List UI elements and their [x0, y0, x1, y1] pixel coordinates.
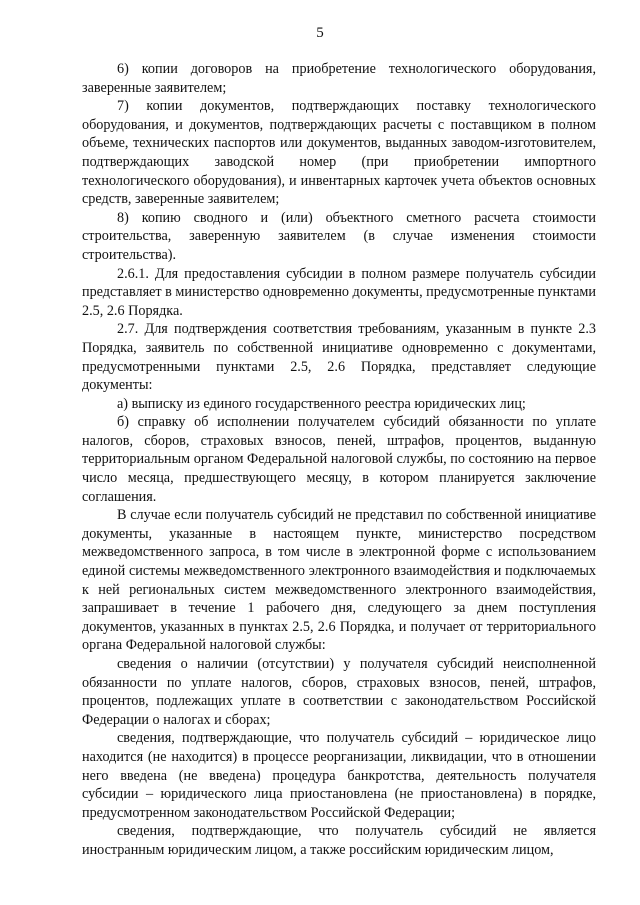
paragraph-interagency-request: В случае если получатель субсидий не представил по собственной инициативе документы, указанные в настоящем пункте, министерство посредством межведомственного запроса, в том числе в электронной форме с использованием единой системы межведомственного электронного взаимодействия и подключаемых к ней региональных систем межведомственного электронного взаимодействия, запрашивает в течение 1 рабочего дня, следующего за днем поступления документов, указанных в пунктах 2.5, 2.6 Порядка, и получает от территориального органа Федеральной налоговой службы:: [82, 507, 596, 654]
paragraph-item-6: 6) копии договоров на приобретение технологического оборудования, заверенные заявителем;: [82, 61, 596, 96]
paragraph-item-7: 7) копии документов, подтверждающих поставку технологического оборудования, и документов, подтверждающих расчеты с поставщиком в полном объеме, технических паспортов или документов, выданных заводом-изготовителем, подтверждающих заводской номер (при приобретении импортного технологического оборудования), и инвентарных карточек учета объектов основных средств, заверенные заявителем;: [82, 98, 596, 208]
paragraph-item-b: б) справку об исполнении получателем субсидий обязанности по уплате налогов, сборов, страховых взносов, пеней, штрафов, процентов, выданную территориальным органом Федеральной налоговой службы, по состоянию на первое число месяца, предшествующего месяцу, в котором планируется заключение соглашения.: [82, 414, 596, 505]
paragraph-2-7: 2.7. Для подтверждения соответствия требованиям, указанным в пункте 2.3 Порядка, заявитель по собственной инициативе одновременно с документами, предусмотренными пунктами 2.5, 2.6 Порядка, представляет следующие документы:: [82, 321, 596, 394]
document-body: [82, 60, 596, 860]
paragraph-2-6-1: 2.6.1. Для предоставления субсидии в полном размере получатель субсидии представляет в министерство одновременно документы, предусмотренные пунктами 2.5, 2.6 Порядка.: [82, 265, 596, 319]
page-number: 5: [316, 25, 324, 41]
paragraph-reorganization-info: сведения, подтверждающие, что получатель субсидий – юридическое лицо находится (не находится) в процессе реорганизации, ликвидации, что в отношении него введена (не введена) процедура банкротства, деятельность получателя субсидии – юридического лица приостановлена (не приостановлена) в порядке, предусмотренном законодательством Российской Федерации;: [82, 730, 596, 821]
paragraph-item-8: 8) копию сводного и (или) объектного сметного расчета стоимости строительства, заверенную заявителем (в случае изменения стоимости строительства).: [82, 209, 596, 263]
paragraph-tax-info: сведения о наличии (отсутствии) у получателя субсидий неисполненной обязанности по уплате налогов, сборов, страховых взносов, пеней, штрафов, процентов, подлежащих уплате в соответствии с законодательством Российской Федерации о налогах и сборах;: [82, 656, 596, 728]
paragraph-foreign-entity-info: сведения, подтверждающие, что получатель субсидий не является иностранным юридическим лицом, а также российским юридическим лицом,: [82, 823, 596, 858]
paragraph-item-a: а) выписку из единого государственного реестра юридических лиц;: [117, 395, 526, 412]
